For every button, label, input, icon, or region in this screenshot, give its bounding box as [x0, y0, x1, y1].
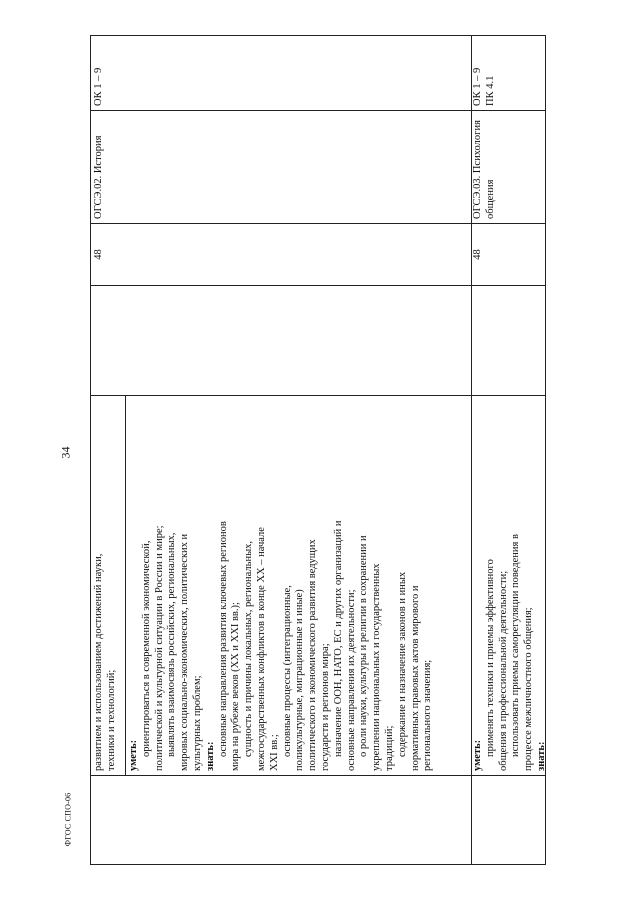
- competency-requirements-cell: [91, 395, 471, 775]
- hours-cell: 48: [91, 223, 471, 285]
- knowledge-line: традиций;: [383, 725, 395, 771]
- knowledge-line: регионального значения;: [422, 659, 434, 771]
- skills-knowledge: [470, 395, 545, 775]
- knowledge-line: государств и регионов мира;: [319, 643, 331, 771]
- skill-line: использовать приемы саморегуляции поведения в: [510, 534, 522, 757]
- knowledge-line: назначение ООН, НАТО, ЕС и других организаций и: [332, 520, 344, 757]
- knowledge-line: основные направления их деятельности;: [345, 589, 357, 771]
- knowledge-line: о роли науки, культуры и религии в сохранении и: [358, 535, 370, 757]
- znat-label: знать:: [535, 741, 547, 771]
- footer-code: ФГОС СПО-06: [63, 792, 73, 847]
- skill-line: применять техники и приемы эффективного: [484, 559, 496, 757]
- skill-line: процессе межличностного общения;: [523, 607, 535, 771]
- skill-line: общения в профессиональной деятельности;: [497, 570, 509, 771]
- knowledge-line: содержание и назначение законов и иных: [396, 571, 408, 757]
- continuation-text: развитием и использованием достижений науки, техники и технологий;: [91, 396, 126, 775]
- blank-cell: [91, 285, 471, 395]
- competency-code: ОК 1 – 9: [93, 67, 104, 106]
- skill-line: мировых социально-экономических, политических и: [179, 533, 191, 771]
- competency-code: ОК 1 – 9: [472, 67, 483, 106]
- discipline-name: ОГСЭ.02. История: [93, 135, 104, 219]
- knowledge-line: основные процессы (интеграционные,: [281, 585, 293, 757]
- skill-line: культурных проблем;: [191, 675, 203, 771]
- skill-line: политической и культурной ситуации в России и мире;: [153, 525, 165, 771]
- table-row: [90, 35, 472, 865]
- knowledge-line: XXI вв.;: [268, 734, 280, 771]
- discipline-name: ОГСЭ.03. Психология: [472, 120, 483, 219]
- competencies-cell: [470, 35, 545, 110]
- skill-line: выявлять взаимосвязь российских, региональных,: [166, 532, 178, 757]
- blank-cell: [470, 285, 545, 395]
- discipline-name: общения: [484, 179, 496, 219]
- knowledge-line: межгосударственных конфликтов в конце XX – начале: [255, 527, 267, 771]
- znat-label: знать:: [204, 741, 216, 771]
- umet-label: уметь:: [472, 739, 483, 771]
- page-number: 34: [58, 446, 73, 459]
- knowledge-line: сущность и причины локальных, региональных,: [243, 540, 255, 757]
- knowledge-line: основные направления развития ключевых регионов: [217, 521, 229, 757]
- knowledge-line: политического и экономического развития ведущих: [307, 539, 319, 771]
- blank-cell: [91, 775, 471, 865]
- discipline-cell: [470, 110, 545, 223]
- knowledge-line: поликультурные, миграционные и иные): [294, 589, 306, 771]
- knowledge-line: нормативных правовых актов мирового и: [409, 585, 421, 771]
- table-row: [470, 35, 546, 865]
- curriculum-table: [90, 35, 545, 865]
- knowledge-line: укреплении национальных и государственных: [371, 563, 383, 771]
- hours-cell: 48: [470, 223, 545, 285]
- skills-knowledge: [126, 396, 471, 775]
- competencies-cell: [91, 35, 471, 110]
- discipline-cell: [91, 110, 471, 223]
- knowledge-line: мира на рубеже веков (XX и XXI вв.);: [230, 602, 242, 771]
- umet-label: уметь:: [128, 739, 139, 771]
- blank-cell: [470, 775, 545, 865]
- skill-line: ориентироваться в современной экономической,: [140, 540, 152, 757]
- competency-code: ПК 4.1: [484, 75, 496, 106]
